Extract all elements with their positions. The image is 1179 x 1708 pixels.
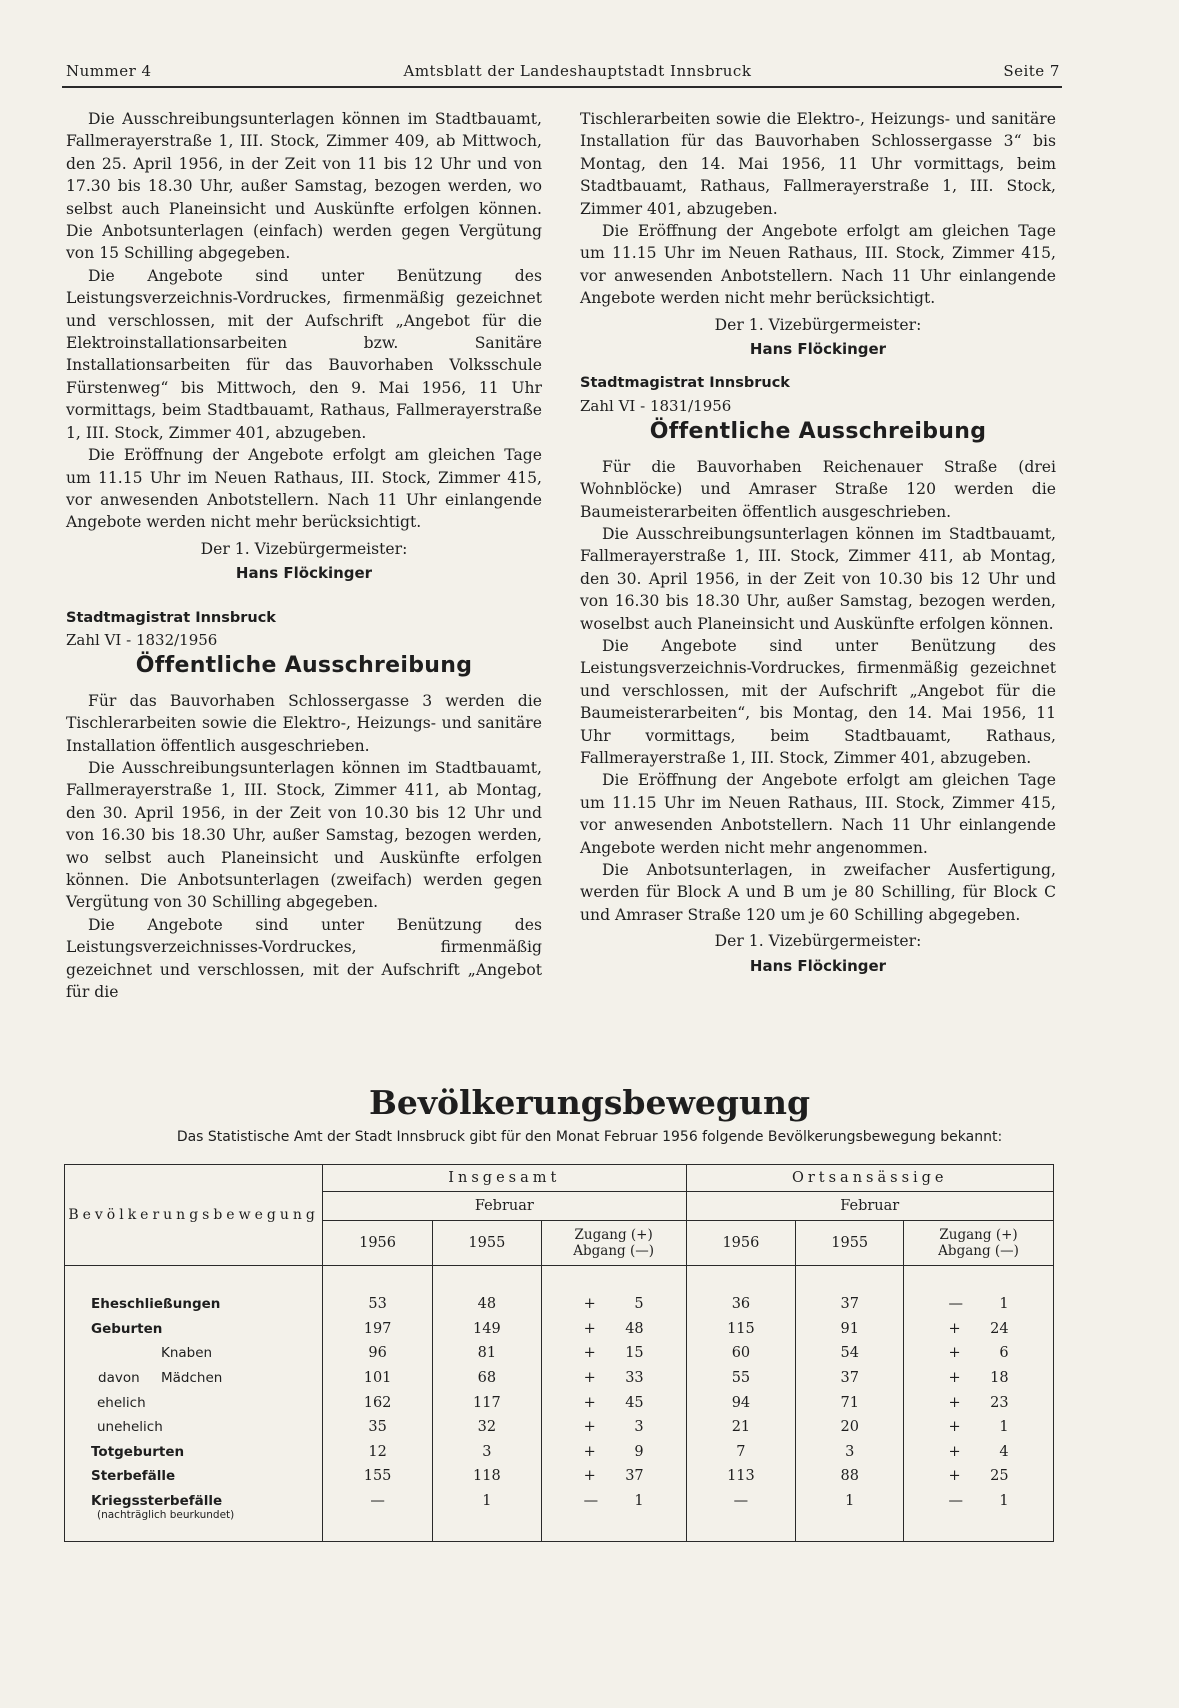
local-1955-cell: 88 (796, 1464, 904, 1489)
local-1955-cell: 1 (796, 1489, 904, 1542)
total-change-cell: + 33 (541, 1366, 686, 1391)
local-1956-cell: 115 (686, 1317, 796, 1342)
table-row (65, 1489, 1054, 1542)
total-1956-cell: 96 (323, 1341, 433, 1366)
table-row (65, 1390, 1054, 1415)
population-title: Bevölkerungsbewegung (368, 1083, 811, 1122)
local-1955-cell: 91 (796, 1317, 904, 1342)
magistrat-label: Stadtmagistrat Innsbruck (66, 609, 276, 626)
total-1956-cell: 197 (323, 1317, 433, 1342)
paragraph: Für die Bauvorhaben Reichenauer Straße (drei Wohnblöcke) und Amraser Straße 120 werden die Baumeisterarbeiten öffentlich ausgeschrieben. (580, 457, 1056, 521)
total-1956-cell: — (323, 1489, 433, 1542)
local-1956-cell: 94 (686, 1390, 796, 1415)
row-note: (nachträglich beurkundet) (97, 1508, 235, 1521)
population-intro: Das Statistische Amt der Stadt Innsbruck gibt für den Monat Februar 1956 folgende Bevölkerungsbewegung bekannt: (176, 1129, 1003, 1145)
page-number: Seite 7 (1003, 62, 1060, 80)
year-1956-header: 1956 (323, 1221, 433, 1266)
row-label: Eheschließungen (65, 1266, 323, 1317)
total-1956-cell: 162 (323, 1390, 433, 1415)
table-row (65, 1464, 1054, 1489)
local-1955-cell: 20 (796, 1415, 904, 1440)
local-1955-cell: 54 (796, 1341, 904, 1366)
table-row (65, 1415, 1054, 1440)
total-change-cell: + 3 (541, 1415, 686, 1440)
total-1955-cell: 3 (432, 1440, 541, 1465)
paragraph: Die Ausschreibungsunterlagen können im Stadtbauamt, Fallmerayerstraße 1, III. Stock, Zimmer 411, ab Montag, den 30. April 1956, in der Zeit von 10.30 bis 12 Uhr und von 16.30 bis 18.30 Uhr, außer Samstag, bezogen werden, wo selbst auch Planeinsicht und Auskünfte erfolgen können. Die Anbotsunterlagen (zweifach) werden gegen Vergütung von 30 Schilling abgegeben. (66, 758, 542, 912)
table-row (65, 1266, 1054, 1317)
month-header: Februar (686, 1192, 1054, 1221)
signature-role: Der 1. Vizebürgermeister: (714, 315, 922, 334)
local-change-cell: — 1 (904, 1489, 1054, 1542)
signature-role: Der 1. Vizebürgermeister: (200, 539, 408, 558)
total-change-cell: — 1 (541, 1489, 686, 1542)
publication-title: Amtsblatt der Landeshauptstadt Innsbruck (403, 62, 752, 80)
paragraph: Die Eröffnung der Angebote erfolgt am gleichen Tage um 11.15 Uhr im Neuen Rathaus, III. Stock, Zimmer 415, vor anwesenden Anbotstellern. Nach 11 Uhr einlangende Angebote werden nicht mehr berücksichtigt. (580, 222, 1056, 308)
local-1956-cell: 7 (686, 1440, 796, 1465)
month-header: Februar (323, 1192, 686, 1221)
issue-number: Nummer 4 (66, 62, 152, 80)
paragraph: Die Anbotsunterlagen, in zweifacher Ausfertigung, werden für Block A und B um je 80 Schilling, für Block C und Amraser Straße 120 um je 60 Schilling abgegeben. (580, 861, 1056, 924)
total-1956-cell: 35 (323, 1415, 433, 1440)
signature-role: Der 1. Vizebürgermeister: (714, 932, 922, 951)
total-change-cell: + 37 (541, 1464, 686, 1489)
paragraph: Die Eröffnung der Angebote erfolgt am gleichen Tage um 11.15 Uhr im Neuen Rathaus, III. Stock, Zimmer 415, vor anwesenden Anbotstellern. Nach 11 Uhr einlangende Angebote werden nicht mehr angenommen. (580, 771, 1056, 857)
running-header (66, 62, 1060, 80)
row-label: Knaben (65, 1341, 323, 1366)
signature-name: Hans Flöckinger (749, 340, 887, 359)
row-header: Bevölkerungsbewegung (65, 1165, 323, 1266)
file-number: Zahl VI - 1831/1956 (580, 396, 732, 415)
total-change-cell: + 5 (541, 1266, 686, 1317)
local-1955-cell: 71 (796, 1390, 904, 1415)
row-label: Geburten (65, 1317, 323, 1342)
total-1955-cell: 118 (432, 1464, 541, 1489)
local-change-cell: — 1 (904, 1266, 1054, 1317)
local-1956-cell: 113 (686, 1464, 796, 1489)
paragraph: Die Ausschreibungsunterlagen können im Stadtbauamt, Fallmerayerstraße 1, III. Stock, Zimmer 409, ab Mittwoch, den 25. April 1956, in der Zeit von 11 bis 12 Uhr und von 17.30 bis 18.30 Uhr, außer Samstag, bezogen werden, wo selbst auch Planeinsicht und Auskünfte erfolgen können. Die Anbotsunterlagen (einfach) werden gegen Vergütung von 15 Schilling abgegeben. (66, 110, 542, 263)
paragraph: Die Angebote sind unter Benützung des Leistungsverzeichnis-Vordruckes, firmenmäßig gezeichnet und verschlossen, mit der Aufschrift „Angebot für die Elektroinstallationsarbeiten bzw. Sanitäre Installationsarbeiten für das Bauvorhaben Volksschule Fürstenweg“ bis Mittwoch, den 9. Mai 1956, 11 Uhr vormittags, beim Stadtbauamt, Rathaus, Fallmerayerstraße 1, III. Stock, Zimmer 401, abzugeben. (66, 266, 542, 442)
group-total-header: Insgesamt (323, 1165, 686, 1192)
local-1956-cell: 60 (686, 1341, 796, 1366)
total-1956-cell: 12 (323, 1440, 433, 1465)
paragraph: Die Angebote sind unter Benützung des Leistungsverzeichnisses-Vordruckes, firmenmäßig gezeichnet und verschlossen, mit der Aufschrift „Angebot für die (66, 915, 542, 1002)
row-label: ehelich (65, 1390, 323, 1415)
row-label: Kriegssterbefälle (nachträglich beurkundet) (65, 1489, 323, 1542)
table-body (65, 1266, 1054, 1542)
local-change-cell: + 18 (904, 1366, 1054, 1391)
total-change-cell: + 15 (541, 1341, 686, 1366)
total-1955-cell: 81 (432, 1341, 541, 1366)
total-1955-cell: 68 (432, 1366, 541, 1391)
change-header: Zugang (+) Abgang (—) (904, 1221, 1054, 1266)
signature-block (580, 930, 1056, 977)
total-1956-cell: 101 (323, 1366, 433, 1391)
paragraph: Für das Bauvorhaben Schlossergasse 3 werden die Tischlerarbeiten sowie die Elektro-, Heizungs- und sanitäre Installation öffentlich ausgeschrieben. (66, 691, 542, 755)
total-1956-cell: 53 (323, 1266, 433, 1317)
section-heading: Öffentliche Ausschreibung (135, 653, 473, 679)
local-change-cell: + 4 (904, 1440, 1054, 1465)
local-change-cell: + 24 (904, 1317, 1054, 1342)
year-1956-header: 1956 (686, 1221, 796, 1266)
total-change-cell: + 9 (541, 1440, 686, 1465)
local-1956-cell: — (686, 1489, 796, 1542)
table-row (65, 1366, 1054, 1391)
davon-label: davon (98, 1370, 140, 1386)
total-1955-cell: 149 (432, 1317, 541, 1342)
magistrat-label: Stadtmagistrat Innsbruck (580, 375, 790, 392)
left-column (66, 108, 542, 1003)
local-1955-cell: 3 (796, 1440, 904, 1465)
paragraph: Die Eröffnung der Angebote erfolgt am gleichen Tage um 11.15 Uhr im Neuen Rathaus, III. Stock, Zimmer 415, vor anwesenden Anbotstellern. Nach 11 Uhr einlangende Angebote werden nicht mehr berücksichtigt. (66, 446, 542, 532)
local-1956-cell: 21 (686, 1415, 796, 1440)
total-1955-cell: 32 (432, 1415, 541, 1440)
change-header: Zugang (+) Abgang (—) (541, 1221, 686, 1266)
local-change-cell: + 6 (904, 1341, 1054, 1366)
local-change-cell: + 1 (904, 1415, 1054, 1440)
year-1955-header: 1955 (432, 1221, 541, 1266)
local-change-cell: + 25 (904, 1464, 1054, 1489)
local-1955-cell: 37 (796, 1366, 904, 1391)
table-row (65, 1440, 1054, 1465)
row-label: Mädchen (65, 1366, 323, 1391)
table-row (65, 1317, 1054, 1342)
local-change-cell: + 23 (904, 1390, 1054, 1415)
total-change-cell: + 48 (541, 1317, 686, 1342)
header-rule (62, 86, 1062, 88)
row-label: Sterbefälle (65, 1464, 323, 1489)
signature-name: Hans Flöckinger (235, 564, 373, 583)
total-1955-cell: 48 (432, 1266, 541, 1317)
signature-block (66, 538, 542, 585)
total-1956-cell: 155 (323, 1464, 433, 1489)
local-1955-cell: 37 (796, 1266, 904, 1317)
right-column (580, 108, 1056, 977)
table-row (65, 1341, 1054, 1366)
total-1955-cell: 1 (432, 1489, 541, 1542)
group-local-header: Ortsansässige (686, 1165, 1054, 1192)
row-label: Totgeburten (65, 1440, 323, 1465)
population-table (64, 1164, 1054, 1542)
file-number: Zahl VI - 1832/1956 (66, 630, 218, 649)
paragraph: Tischlerarbeiten sowie die Elektro-, Heizungs- und sanitäre Installation für das Bauvorhaben Schlossergasse 3“ bis Montag, den 14. Mai 1956, 11 Uhr vormittags, beim Stadtbauamt, Rathaus, Fallmerayerstraße 1, III. Stock, Zimmer 401, abzugeben. (580, 110, 1056, 218)
total-change-cell: + 45 (541, 1390, 686, 1415)
paragraph: Die Ausschreibungsunterlagen können im Stadtbauamt, Fallmerayerstraße 1, III. Stock, Zimmer 411, ab Montag, den 30. April 1956, in der Zeit von 10.30 bis 12 Uhr und von 16.30 bis 18.30 Uhr, außer Samstag, bezogen werden, woselbst auch Planeinsicht und Auskünfte erfolgen können. (580, 524, 1056, 633)
paragraph: Die Angebote sind unter Benützung des Leistungsverzeichnis-Vordruckes, firmenmäßig gezeichnet und verschlossen, mit der Aufschrift „Angebot für die Baumeisterarbeiten“, bis Montag, den 14. Mai 1956, 11 Uhr vormittags, beim Stadtbauamt, Rathaus, Fallmerayerstraße 1, III. Stock, Zimmer 401, abzugeben. (580, 636, 1056, 767)
year-1955-header: 1955 (796, 1221, 904, 1266)
local-1956-cell: 55 (686, 1366, 796, 1391)
total-1955-cell: 117 (432, 1390, 541, 1415)
signature-block (580, 314, 1056, 361)
local-1956-cell: 36 (686, 1266, 796, 1317)
row-label: unehelich (65, 1415, 323, 1440)
section-heading: Öffentliche Ausschreibung (649, 419, 987, 445)
signature-name: Hans Flöckinger (749, 956, 887, 975)
